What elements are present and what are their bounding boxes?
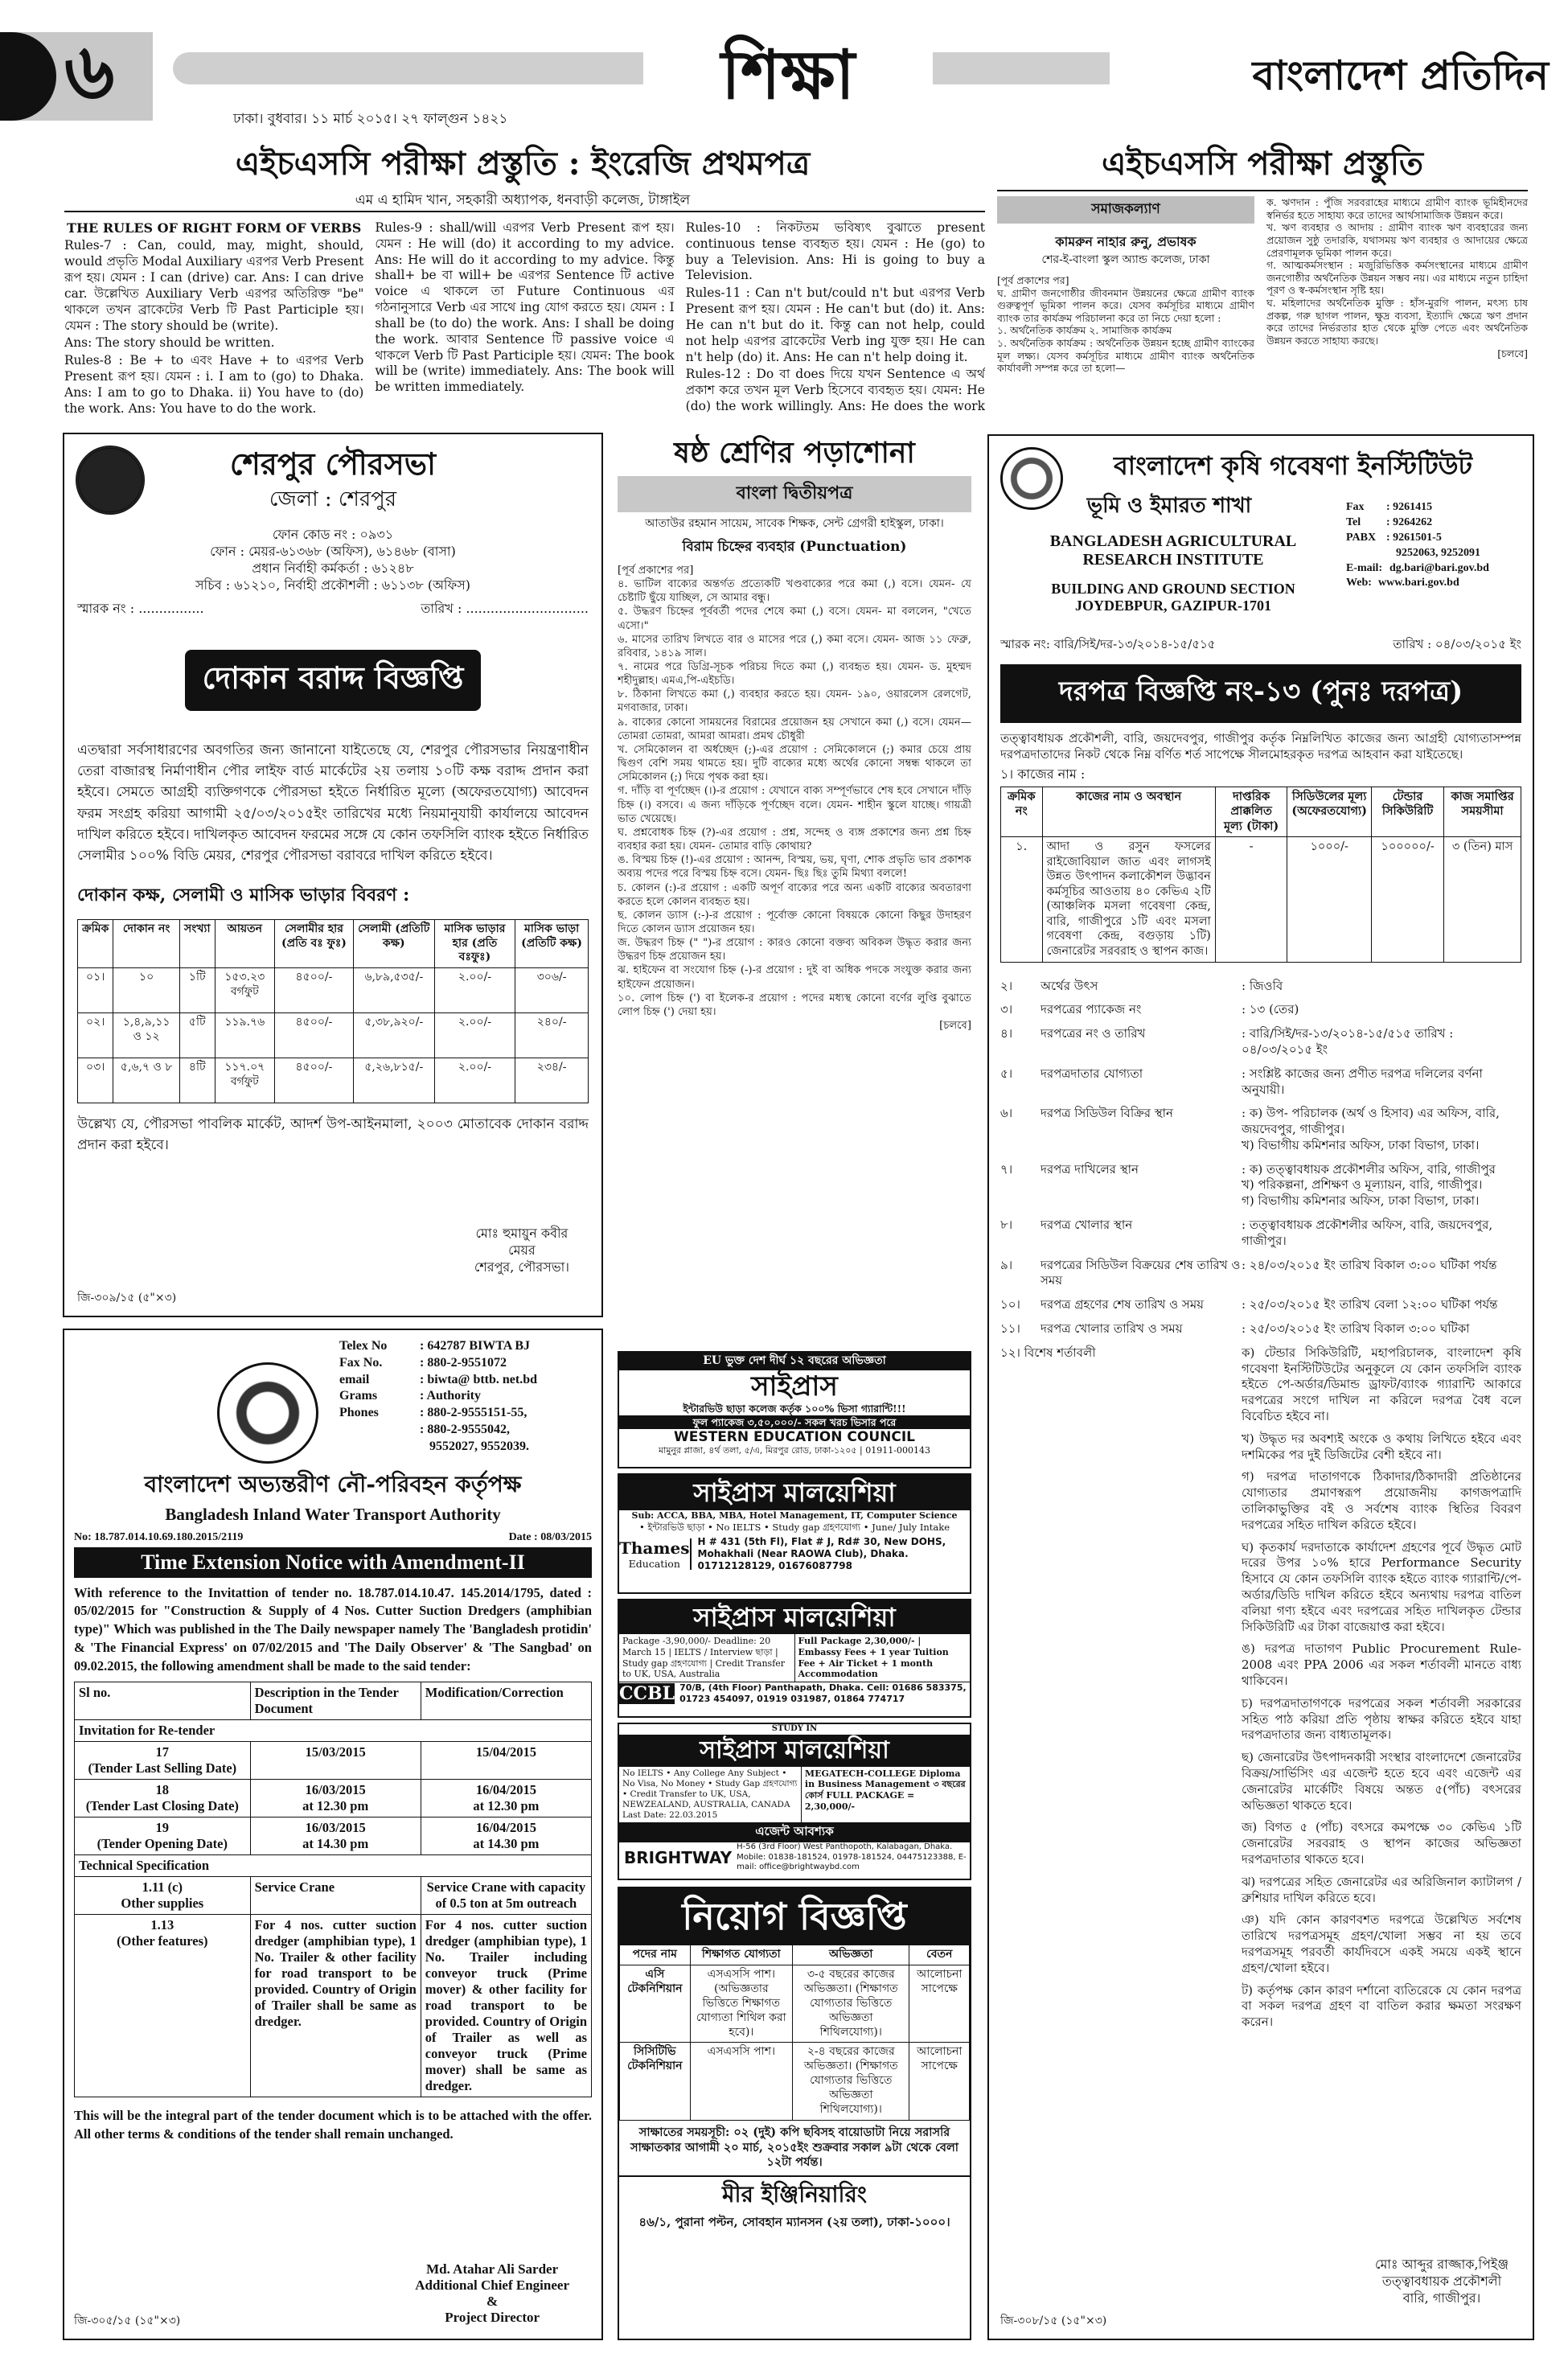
class6-paragraph: ৫. উদ্ধরণ চিহ্নের পূর্ববর্তী পদের শেষে কমা (,) বসে। যেমন- মা বললেন, "খেতে এসো।" xyxy=(618,606,971,632)
table-row xyxy=(78,1013,589,1058)
table-header: সিডিউলের মূল্য (অফেরতযোগ্য) xyxy=(1287,787,1372,837)
bari-item: ২। অর্থের উৎস : জিওবি xyxy=(1000,978,1283,993)
table-cell: এসি টেকনিশিয়ান xyxy=(620,1965,691,2043)
table-header: মাসিক ভাড়া (প্রতিটি কক্ষ) xyxy=(515,919,589,968)
condition: ঙ) দরপত্র দাতাগণ Public Procurement Rule-2008 এবং PPA 2006 এর সকল শর্তাবলী মানতে বাধ্য থাকিবেন। xyxy=(1242,1641,1521,1688)
signature-line: মোঃ হুমায়ুন কবীর xyxy=(475,1225,569,1241)
table-cell: 16/03/2015 at 12.30 pm xyxy=(250,1780,421,1817)
table-header: কাজের নাম ও অবস্থান xyxy=(1042,787,1215,837)
condition: ক) টেন্ডার সিকিউরিটি, মহাপরিচালক, বাংলাদেশ কৃষি গবেষণা ইনস্টিটিউটের অনুকূলে যে কোন তফসিলি ব্যাংক হইতে পে-অর্ডার/ডিমান্ড ড্রাফট/ব্যাংক গ্যারান্টি আকারে দরপত্রের সংগে দাখিল না করিলে দরপত্র বৈধ বলে বিবেচিত হইবে না। xyxy=(1242,1345,1521,1424)
divider xyxy=(997,190,1528,191)
thames-brand xyxy=(619,1538,692,1571)
table-header: সংখ্যা xyxy=(179,919,215,968)
table-header: ক্রমিক xyxy=(78,919,113,968)
job-company: মীর ইঞ্জিনিয়ারিং xyxy=(619,2175,970,2215)
table-header: পদের নাম xyxy=(620,1945,691,1965)
table-cell: 16/04/2015 at 12.30 pm xyxy=(421,1780,591,1817)
job-footer: সাক্ষাতের সময়সূচী: ০২ (দুই) কপি ছবিসহ বায়োডাটা নিয়ে সরাসরি সাক্ষাতকার আগামী ২০ মার্চ, ২০১৫ইং শুক্রবার সকাল ৯টা থেকে বেলা ১২টা পর্যন্ত। xyxy=(630,2125,958,2170)
bari-item: ৫। দরপত্রদাতার যোগ্যতা : সংশ্লিষ্ট কাজের জন্য প্রণীত দরপত্র দলিলের বর্ণনা অনুযায়ী। xyxy=(1000,1066,1483,1097)
table-row xyxy=(1001,837,1521,962)
table-cell: 15/04/2015 xyxy=(421,1742,591,1780)
table-cell: 1.13 (Other features) xyxy=(75,1915,251,2097)
biwta-ref-no: No: 18.787.014.10.69.180.2015/2119 xyxy=(74,1530,244,1543)
sherpur-contact: ফোন : মেয়র-৬১৩৬৮ (অফিস), ৬১৪৬৮ (বাসা) xyxy=(210,544,456,560)
brand-sub: Education xyxy=(628,1557,680,1570)
table-cell: আলোচনা সাপেক্ষে xyxy=(909,1965,970,2043)
ad-title: সাইপ্রাস মালয়েশিয়া xyxy=(619,1600,970,1634)
social-paragraph: খ. ঋণ ব্যবহার ও আদায় : গ্রামীণ ব্যাংক ঋণ ব্যবহারের জন্য প্রয়োজন সুষ্ঠু তদারকি, যথাসময় ঋণ ব্যবহার ও আদায়ের ক্ষেত্রে প্রেরণামূলক ভূমিকা পালন করে। xyxy=(1266,221,1528,259)
table-cell: ৪৫০০/- xyxy=(275,968,354,1013)
table-header: সেলামী (প্রতিটি কক্ষ) xyxy=(353,919,434,968)
table-cell: 16/04/2015 at 14.30 pm xyxy=(421,1817,591,1855)
bari-address-en: JOYDEBPUR, GAZIPUR-1701 xyxy=(1074,598,1271,614)
sherpur-notice-title: দোকান বরাদ্দ বিজ্ঞপ্তি xyxy=(185,650,482,711)
class6-paragraph: ঝ. হাইফেন বা সংযোগ চিহ্ন (-)-র প্রয়োগ : দুই বা অধিক পদকে সংযুক্ত করার জন্য হাইফেন প্রয়োজন। xyxy=(618,964,971,991)
class6-article xyxy=(618,434,971,1341)
class6-subject: বাংলা দ্বিতীয়পত্র xyxy=(618,476,971,512)
condition: জ) বিগত ৫ (পাঁচ) বৎসরে কমপক্ষে ৩০ কেভিএ ১টি জেনারেটর সরবরাহ ও স্থাপন কাজের অভিজ্ঞতা দরপত্রদাতার থাকতে হবে। xyxy=(1242,1820,1521,1867)
class6-paragraph: ঙ. বিস্ময় চিহ্ন (!)-এর প্রয়োগ : আনন্দ, বিস্ময়, ভয়, ঘৃণা, শোক প্রভৃতি ভাব প্রকাশক অব্যয় পদের পরে বিস্ময় চিহ্ন বসে। যেমন- ছিঃ ছিঃ তুমি মিথ্যা বললে! xyxy=(618,854,971,881)
social-paragraph: গ. আত্মকর্মসংস্থান : মজুরিভিত্তিক কর্মসংস্থানের মাধ্যমে গ্রামীণ জনগোষ্ঠীর অর্থনৈতিক উন্নয়ন সম্ভব নয়। এর মাধ্যমে নতুন চাহিদা পূরণ ও স্ব-কর্মসংস্থান সৃষ্টি হয়। xyxy=(1266,259,1528,297)
bari-item: ৩। দরপত্রের প্যাকেজ নং : ১৩ (তের) xyxy=(1000,1002,1299,1017)
condition: ঞ) যদি কোন কারণবশত দরপত্রে উল্লেখিত সর্বশেষ তারিখে দরপত্রসমূহ গ্রহণ/খোলা সম্ভব না হয় তবে দরপত্রসমূহ পরবর্তী কার্যদিবসে একই সময়ে একই স্থানে গ্রহণ/খোলা হইবে। xyxy=(1242,1912,1521,1975)
divider xyxy=(64,211,985,212)
sherpur-table-title: দোকান কক্ষ, সেলামী ও মাসিক ভাড়ার বিবরণ : xyxy=(77,884,410,906)
contact-value: : 880-2-9551072 xyxy=(420,1355,507,1370)
class6-author: আতাউর রহমান সায়েম, সাবেক শিক্ষক, সেন্ট গ্রেগরী হাইস্কুল, ঢাকা। xyxy=(645,517,944,530)
biwta-closing: This will be the integral part of the tender document which is to be attached with the offer. All other terms & conditions of the tender shall remain unchanged. xyxy=(74,2108,592,2142)
table-cell: ১১৯.৭৬ xyxy=(215,1013,275,1058)
english-byline: এম এ হামিদ খান, সহকারী অধ্যাপক, ধনবাড়ী কলেজ, টাঙ্গাইল xyxy=(355,192,691,208)
ad-bullets: • ইন্টারভিউ ছাড়া • No IELTS • Study gap গ্রহণযোগ্য • June/ July Intake xyxy=(638,1521,950,1533)
biwta-logo xyxy=(217,1362,318,1464)
table-row xyxy=(75,1915,592,2097)
class6-paragraph: চ. কোলন (:)-র প্রয়োগ : একটি অপূর্ণ বাক্যের পরে অন্য একটি বাক্যের অবতারণা করতে হলে কোলন ব্যবহৃত হয়। xyxy=(618,881,971,908)
contact-value: : 642787 BIWTA BJ xyxy=(420,1339,531,1353)
bari-conditions xyxy=(1242,1345,1521,2037)
bari-work-table xyxy=(1000,787,1521,963)
table-cell: ৪৫০০/- xyxy=(275,1058,354,1103)
ad-study-in: STUDY IN xyxy=(771,1724,818,1733)
bari-special-label: ১২। বিশেষ শর্তাবলী xyxy=(1000,1345,1096,1360)
sherpur-table xyxy=(77,919,589,1104)
job-ad xyxy=(618,1887,971,2340)
contact-label: Fax No. xyxy=(339,1355,383,1370)
sherpur-note: উল্লেখ্য যে, পৌরসভা পাবলিক মার্কেট, আদর্শ উপ-আইনমালা, ২০০৩ মোতাবেক দোকান বরাদ্দ প্রদান করা হইবে। xyxy=(77,1116,589,1153)
contact-label: Tel xyxy=(1346,515,1361,528)
table-cell: ৫,৩৮,৯২০/- xyxy=(353,1013,434,1058)
sherpur-contact: সচিব : ৬১২১০, নির্বাহী প্রকৌশলী : ৬১১৩৮ (অফিস) xyxy=(195,577,471,594)
table-header: সেলামীর হার (প্রতি বঃ ফুঃ) xyxy=(275,919,354,968)
ad-agent: এজেন্ট আবশ্যক xyxy=(619,1822,970,1842)
table-header: আয়তন xyxy=(215,919,275,968)
contact-value: : biwta@ bttb. net.bd xyxy=(420,1372,538,1386)
condition: ট) কর্তৃপক্ষ কোন কারণ দর্শানো ব্যতিরেকে যে কোন দরপত্র বা সকল দরপত্র গ্রহণ বা বাতিল করার ক্ষমতা সংরক্ষণ করেন। xyxy=(1242,1982,1521,2030)
ad-left-text: No IELTS • Any College Any Subject • No Visa, No Money • Study Gap গ্রহণযোগ্য • Credit Transfer to UK, USA, NEWZEALAND, AUSTRALIA, CANADA Last Date: 22.03.2015 xyxy=(619,1767,802,1823)
english-paragraph: Rules-7 : Can, could, may, might, should, would প্রভৃতি Modal Auxiliary এরপর Verb Present রূপ হয়। যেমন : I can (drive) car. Ans: I can drive car. উল্লেখিত Auxiliary Verb এরপর অতিরিক্ত "be" থাকলে তখন ব্রাকেটের Verb টি Past Participle হয়। যেমন : The story should be (write). xyxy=(64,238,364,333)
signature-line: মোঃ আব্দুর রাজ্জাক,পিইঞ্জ xyxy=(1375,2256,1508,2272)
bari-item: ৯। দরপত্রের সিডিউল বিক্রয়ের শেষ তারিখ ও সময় : ২৪/০৩/২০১৫ ইং তারিখ বিকাল ৩:০০ ঘটিকা পর্যন্ত xyxy=(1000,1257,1497,1288)
bari-contacts xyxy=(1346,500,1489,614)
table-section: Invitation for Re-tender xyxy=(75,1720,592,1742)
bari-items xyxy=(1000,979,1521,1337)
thames-ad xyxy=(618,1473,971,1594)
table-cell: ১,৪,৯,১১ ও ১২ xyxy=(113,1013,180,1058)
contact-label: Grams xyxy=(339,1389,378,1403)
contact-label: Telex No xyxy=(339,1339,388,1353)
condition: খ) উদ্ধৃত দর অবশ্যই অংকে ও কথায় লিখিতে হইবে এবং দশমিকের পর দুই ডিজিটের বেশী হইবে না। xyxy=(1242,1431,1521,1462)
table-cell: সিসিটিভি টেকনিশিয়ান xyxy=(620,2043,691,2121)
signature-line: Additional Chief Engineer xyxy=(415,2277,569,2293)
table-cell: ৩ (তিন) মাস xyxy=(1444,837,1521,962)
english-paragraph: Rules-11 : Can n't but/could n't but এরপর Verb Present রূপ হয়। যেমন : He can't but (do) it. Ans: He can n't but do it. কিন্তু can not help, could not help এরপর ব্রাকেটের Verb ing যুক্ত হয়। He can n't help (do) it. Ans: He can n't help doing it. xyxy=(685,285,985,364)
bari-ad xyxy=(987,434,1534,2340)
signature-line: বারি, গাজীপুর। xyxy=(1402,2290,1481,2306)
bari-name-bn: বাংলাদেশ কৃষি গবেষণা ইনস্টিটিউট xyxy=(1113,450,1472,481)
condition: চ) দরপত্রদাতাগণকে দরপত্রের সকল শর্তাবলী সরকারের সহিত পাঠ করিয়া প্রতি পৃষ্ঠায় স্বাক্ষর করিতে হইবে যাহা দরপত্রদাতার জন্য বাধ্যতামূলক। xyxy=(1242,1695,1521,1743)
table-cell: Service Crane with capacity of 0.5 ton at 5m outreach xyxy=(421,1877,591,1915)
ad-line: ফুল প্যাকেজ ৩,৫০,০০০/- সকল খরচ ভিসার পরে xyxy=(619,1415,970,1430)
table-cell: For 4 nos. cutter suction dredger (amphibian type), 1 No. Trailer & other facility for road transport to be provided. Country of Origin of Trailer shall be same as dredger. xyxy=(250,1915,421,2097)
biwta-contacts xyxy=(339,1338,592,1456)
social-right-col xyxy=(1266,196,1528,429)
english-paragraph: Rules-9 : shall/will এরপর Verb Present রূপ হয়। যেমন : He will (do) it according to my advice. Ans: He will do it according to my advice. কিন্তু shall+ be বা will+ be এরপর Sentence টি active voice এ থাকলে তা Future Continuous এর গঠনানুসারে Verb এর সাথে ing যোগ করতে হয়। যেমন : I shall be (to do) the work. Ans: I shall be doing the work. আবার Sentence টি passive voice এ থাকলে Verb টি Past Participle হয়। যেমন: The book will be (write) immediately. Ans: The book will be written immediately. xyxy=(375,220,675,395)
ad-title: সাইপ্রাস মালয়েশিয়া xyxy=(619,1735,970,1767)
brightway-brand: BRIGHTWAY xyxy=(624,1847,733,1867)
table-cell: আদা ও রসুন ফসলের রাইজোবিয়াল জাত এবং লাগসই উন্নত উৎপাদন কলাকৌশল উদ্ভাবন কর্মসূচির আওতায় ৪০ কেভিএ ২টি (আঞ্চলিক মসলা গবেষণা কেন্দ্র, বারি, গাজীপুরে ১টি এবং মসলা গবেষণা কেন্দ্র, বগুড়ায় ১টি) জেনারেটর সরবরাহ ও স্থাপন কাজ। xyxy=(1042,837,1215,962)
table-header: দাপ্তরিক প্রাক্কলিত মূল্য (টাকা) xyxy=(1215,787,1287,837)
social-tag: সমাজকল্যাণ xyxy=(997,196,1254,224)
contact-label: email xyxy=(339,1372,370,1386)
ad-right-text: Full Package 2,30,000/- | Embassy Fees + 1 year Tuition Fee + Air Ticket + 1 month Accommodation xyxy=(798,1636,949,1680)
contact-value: : 9261415 xyxy=(1386,501,1433,513)
class6-paragraph: ১০. লোপ চিহ্ন (') বা ইলেক-র প্রয়োগ : পদের মধ্যস্থ কোনো বর্ণের লুপ্তি বুঝাতে লোপ চিহ্ন (') দেয়া হয়। xyxy=(618,992,971,1018)
sherpur-logo xyxy=(76,446,145,515)
signature-line: & xyxy=(486,2294,499,2309)
signature-line: মেয়র xyxy=(508,1242,536,1258)
class6-paragraph: ৭. নামের পরে ডিগ্রি-সূচক পরিচয় দিতে কমা (,) ব্যবহৃত হয়। যেমন- ড. মুহম্মদ শহীদুল্লাহ। এমএ,পি-এইচডি। xyxy=(618,661,971,688)
contact-label: E-mail: xyxy=(1346,561,1383,574)
ad-line: Sub: ACCA, BBA, MBA, Hotel Management, IT, Computer Science xyxy=(631,1510,958,1521)
bari-item: ১১। দরপত্র খোলার তারিখ ও সময় : ২৫/০৩/২০১৫ ইং তারিখ বিকাল ৩:০০ ঘটিকা xyxy=(1000,1321,1470,1337)
table-row xyxy=(620,1965,970,2043)
contact-value: dg.bari@bari.gov.bd xyxy=(1389,561,1489,574)
table-cell: ১০০০০০/- xyxy=(1372,837,1444,962)
table-cell: ২.০০/- xyxy=(434,1013,515,1058)
english-article-heading: THE RULES OF RIGHT FORM OF VERBS xyxy=(67,220,362,236)
table-cell: Service Crane xyxy=(250,1877,421,1915)
contact-value: : 880-2-9555042, xyxy=(420,1422,510,1436)
bari-logo xyxy=(1000,447,1063,510)
table-cell: এসএসসি পাশ। (অভিজ্ঞতার ভিত্তিতে শিক্ষাগত যোগ্যতা শিথিল করা হবে)। xyxy=(690,1965,792,2043)
ad-address: H-56 (3rd Floor) West Panthopoth, Kalabagan, Dhaka. Mobile: 01838-181524, 01978-181524, 04475123388, E-mail: office@brightwaybd.com xyxy=(737,1842,967,1872)
ad-company: WESTERN EDUCATION COUNCIL xyxy=(673,1429,915,1446)
brightway-ad xyxy=(618,1723,971,1880)
table-cell: ১টি xyxy=(179,968,215,1013)
table-cell: ২.০০/- xyxy=(434,968,515,1013)
job-address: ৪৬/১, পুরানা পল্টন, সোবহান ম্যানসন (২য় তলা), ঢাকা-১০০০। xyxy=(638,2214,950,2229)
condition: ছ) জেনারেটর উৎপাদনকারী সংস্থার বাংলাদেশে জেনারেটর বিক্রয়/সার্ভিসিং এর এজেন্ট হতে হবে এবং এজেন্ট এর জেনারেটর মার্কেটিং বিষয়ে অন্তত ৫(পাঁচ) বৎসরের অভিজ্ঞতা থাকতে হবে। xyxy=(1242,1750,1521,1813)
bari-notice-title: দরপত্র বিজ্ঞপ্তি নং-১৩ (পুনঃ দরপত্র) xyxy=(1000,664,1521,723)
table-header: Sl no. xyxy=(75,1682,251,1720)
table-cell: ৫টি xyxy=(179,1013,215,1058)
table-header: Modification/Correction xyxy=(421,1682,591,1720)
table-cell: 1.11 (c) Other supplies xyxy=(75,1877,251,1915)
social-paragraph: ১. অর্থনৈতিক কার্যক্রম : অর্থনৈতিক উন্নয়ন হচ্ছে গ্রামীণ ব্যাংকের মূল লক্ষ্য। যেসব কর্মসূচির মাধ্যমে গ্রামীণ ব্যাংক অর্থনৈতিক কার্যাবলী সম্পন্ন করে তা হলো— xyxy=(997,337,1254,375)
contact-label: PABX xyxy=(1346,531,1377,544)
table-cell: ৪৫০০/- xyxy=(275,1013,354,1058)
bari-work-heading: ১। কাজের নাম : xyxy=(1000,766,1086,782)
english-headline: এইচএসসি পরীক্ষা প্রস্তুতি : ইংরেজি প্রথমপত্র xyxy=(235,145,811,183)
table-row xyxy=(78,968,589,1013)
english-paragraph: Rules-10 : নিকটতম ভবিষ্যৎ বুঝাতে present continuous tense ব্যবহৃত হয়। যেমন : He (go) to buy a Television. Ans: Hi is going to buy a Television. xyxy=(685,220,985,283)
biwta-table xyxy=(74,1682,592,2097)
bari-item: ৬। দরপত্র সিডিউল বিক্রির স্থান : ক) উপ- পরিচালক (অর্থ ও হিসাব) এর অফিস, বারি, জয়দেবপুর, গাজীপুর। খ) বিভাগীয় কমিশনার অফিস, ঢাকা বিভাগ, ঢাকা। xyxy=(1000,1106,1500,1152)
table-cell: 19 (Tender Opening Date) xyxy=(75,1817,251,1855)
bari-item: ৮। দরপত্র খোলার স্থান : তত্ত্বাবধায়ক প্রকৌশলীর অফিস, বারি, জয়দেবপুর, গাজীপুর। xyxy=(1000,1218,1493,1248)
contact-label xyxy=(1346,546,1396,561)
ad-topline: EU ভুক্ত দেশ দীর্ঘ ১২ বছরের অভিজ্ঞতা xyxy=(619,1353,970,1370)
social-paragraph: ঘ. গ্রামীণ জনগোষ্ঠীর জীবনমান উন্নয়নের ক্ষেত্রে গ্রামীণ ব্যাংক গুরুত্বপূর্ণ ভূমিকা পালন করে। যেসব কর্মসূচির মাধ্যমে গ্রামীণ ব্যাংক তার কার্যক্রম পরিচালনা করে তা নিচে দেয়া হলো : xyxy=(997,286,1254,324)
ad-title: সাইপ্রাস xyxy=(751,1370,838,1403)
biwta-name-bn: বাংলাদেশ অভ্যন্তরীণ নৌ-পরিবহন কর্তৃপক্ষ xyxy=(144,1470,522,1497)
table-header: মাসিক ভাড়ার হার (প্রতি বঃফুঃ) xyxy=(434,919,515,968)
continued-note: [চলবে] xyxy=(1497,347,1528,359)
ad-right-text: MEGATECH-COLLEGE Diploma in Business Management ৩ বছরের কোর্স FULL PACKAGE = 2,30,000/- xyxy=(804,1768,966,1812)
english-article-body xyxy=(64,220,985,426)
table-cell: ৬,৮৯,৫৩৫/- xyxy=(353,968,434,1013)
contact-label: Phones xyxy=(339,1406,379,1420)
ad-address: H # 431 (5th Fl), Flat # J, Rd# 30, New DOHS, Mohakhali (Near RAOWA Club), Dhaka. 01712128129, 01676087798 xyxy=(697,1536,946,1572)
table-cell: ৫,২৬,৮১৫/- xyxy=(353,1058,434,1103)
table-cell: আলোচনা সাপেক্ষে xyxy=(909,2043,970,2121)
contact-value: 9252063, 9252091 xyxy=(1396,546,1480,559)
biwta-ad xyxy=(63,1329,603,2340)
english-paragraph: Ans: The story should be written. xyxy=(64,335,275,351)
table-header: অভিজ্ঞতা xyxy=(793,1945,909,1965)
table-header: টেন্ডার সিকিউরিটি xyxy=(1372,787,1444,837)
biwta-notice-title: Time Extension Notice with Amendment-II xyxy=(74,1547,592,1578)
table-cell: ০৩। xyxy=(78,1058,113,1103)
table-cell: ২৩৪/- xyxy=(515,1058,589,1103)
bari-memo-no: স্মারক নং: বারি/সিই/দর-১৩/২০১৪-১৫/৫১৫ xyxy=(1000,637,1216,651)
social-institution: শের-ই-বাংলা স্কুল অ্যান্ড কলেজ, ঢাকা xyxy=(1041,253,1210,266)
contact-value: 9552027, 9552039. xyxy=(429,1439,529,1453)
bari-item: ৭। দরপত্র দাখিলের স্থান : ক) তত্ত্বাবধায়ক প্রকৌশলীর অফিস, বারি, গাজীপুর খ) পরিকল্পনা, প্রশিক্ষণ ও মূল্যায়ন, বারি, গাজীপুর। গ) বিভাগীয় কমিশনার অফিস, ঢাকা বিভাগ, ঢাকা। xyxy=(1000,1161,1496,1209)
condition: ঝ) দরপত্রের সহিত জেনারেটর এর অরিজিনাল ক্যাটালগ / ব্রুশিয়ার দাখিল করিতে হবে। xyxy=(1242,1874,1521,1905)
western-education-ad xyxy=(618,1351,971,1468)
bari-name-en: RESEARCH INSTITUTE xyxy=(1082,551,1264,569)
table-cell: - xyxy=(1215,837,1287,962)
social-left-col xyxy=(997,196,1254,429)
bari-memo-date: তারিখ : ০৪/০৩/২০১৫ ইং xyxy=(1393,637,1521,651)
table-header: দোকান নং xyxy=(113,919,180,968)
class6-paragraph: খ. সেমিকোলন বা অর্ধচ্ছেদ (;)-এর প্রয়োগ : সেমিকোলনে (;) কমার চেয়ে প্রায় দ্বিগুণ বেশি সময় থামতে হয়। দুটি বাক্যের মধ্যে অর্থের কোনো সম্বন্ধ থাকলে তা সেমিকোলন (;) দিয়ে পৃথক করা হয়। xyxy=(618,743,971,784)
ad-address: মামুনুর প্লাজা, ৪র্থ তলা, ৫/এ, মিরপুর রোড, ঢাকা-১২০৫ | 01911-000143 xyxy=(659,1445,930,1456)
sherpur-ad xyxy=(63,433,603,1317)
continued-note: [চলবে] xyxy=(939,1020,971,1033)
ad-title: সাইপ্রাস মালয়েশিয়া xyxy=(619,1475,970,1510)
sherpur-date: তারিখ : .............................. xyxy=(421,601,589,617)
table-cell: এসএসসি পাশ। xyxy=(690,2043,792,2121)
dateline: ঢাকা। বুধবার। ১১ মার্চ ২০১৫। ২৭ ফাল্গুন ১৪২১ xyxy=(233,111,508,127)
biwta-name-en: Bangladesh Inland Water Transport Authority xyxy=(165,1504,501,1524)
table-header: Description in the Tender Document xyxy=(250,1682,421,1720)
ad-code: জি-৩০৫/১৫ (১৫"×৩) xyxy=(74,2314,181,2328)
contact-label xyxy=(339,1439,429,1456)
class6-paragraph: ৯. বাক্যের কোনো সাময়নের বিরামের প্রয়োজন হয় সেখানে কমা (,) বসে। যেমন— তোমরা তোমরা, আমরা আমরা। প্রমথ চৌধুরী xyxy=(618,716,971,742)
contact-value: : 880-2-9555151-55, xyxy=(420,1406,527,1420)
table-cell: 17 (Tender Last Selling Date) xyxy=(75,1742,251,1780)
contact-label: Web: xyxy=(1346,577,1372,589)
signature-line: Project Director xyxy=(445,2310,540,2325)
brand-name: Thames xyxy=(619,1538,690,1558)
section-title: শিক্ষা xyxy=(643,31,933,119)
paper-name: বাংলাদেশ প্রতিদিন xyxy=(1110,50,1560,101)
sherpur-title: শেরপুর পৌরসভা xyxy=(229,446,437,482)
social-paragraph: ঘ. মহিলাদের অর্থনৈতিক মুক্তি : হাঁস-মুরগি পালন, মৎস্য চাষ প্রকল্প, গরু ছাগল পালন, ক্ষুদ্র ব্যবসা, ইত্যাদি ক্ষেত্রে ঋণ প্রদান করে তাদের নির্ভরতার হাত থেকে মুক্তি পেতে এবং অর্থনৈতিক উন্নয়ন করতে সাহায্য করছে। xyxy=(1266,297,1528,347)
social-author: কামরুন নাহার রুনু, প্রভাষক xyxy=(1055,234,1197,249)
ad-code: জি-৩০৯/১৫ (৫"×৩) xyxy=(77,1292,177,1305)
contact-value: : 9261501-5 xyxy=(1386,531,1442,544)
table-cell: ১১৭.০৭ বর্গফুট xyxy=(215,1058,275,1103)
table-row xyxy=(75,1877,592,1915)
table-cell: ১৫৩.২৩ বর্গফুট xyxy=(215,968,275,1013)
class6-paragraph: গ. দাঁড়ি বা পূর্ণচ্ছেদ (।)-র প্রয়োগ : যেখানে বাক্য সম্পূর্ণভাবে শেষ হবে সেখানে দাঁড়ি চিহ্ন (।) বসবে। এ জন্য দাঁড়িকে পূর্ণচ্ছেদ বলে। যেমন- শাহীন স্কুলে যাচ্ছে। গায়ত্রী ভাত খেয়েছে। xyxy=(618,785,971,825)
social-headline: এইচএসসি পরীক্ষা প্রস্তুতি xyxy=(1101,145,1424,183)
sherpur-memo-no: স্মারক নং : ................ xyxy=(77,601,204,617)
table-cell: ০২। xyxy=(78,1013,113,1058)
table-header: বেতন xyxy=(909,1945,970,1965)
sherpur-contact: প্রধান নির্বাহী কর্মকর্তা : ৬১২৪৮ xyxy=(252,561,414,577)
table-cell: ৫,৬,৭ ও ৮ xyxy=(113,1058,180,1103)
contact-value: : Authority xyxy=(420,1389,481,1403)
signature-line: Md. Atahar Ali Sarder xyxy=(426,2261,559,2277)
biwta-intro: With reference to the Invitattion of tender no. 18.787.014.10.47. 145.2014/1795, dated : 05/02/2015 for "Construction & Supply of 4 Nos. Cutter Suction Dredgers (amphibian type)" Which was published in the The Daily newspaper namely The 'Bangladesh protidin' & 'The Financial Express' on 07/02/2015 and 'The Daily Observer' & 'The Sangbad' on 09.02.2015, the following amendment shall be made to the said tender: xyxy=(74,1584,592,1674)
social-paragraph: ১. অর্থনৈতিক কার্যক্রম ২. সামাজিক কার্যক্রম xyxy=(997,324,1172,337)
biwta-date: Date : 08/03/2015 xyxy=(508,1530,592,1543)
table-cell: ০১। xyxy=(78,968,113,1013)
bari-intro: তত্ত্বাবধায়ক প্রকৌশলী, বারি, জয়দেবপুর, গাজীপুর কর্তৃক নিম্নলিখিত কাজের জন্য আগ্রহী যোগ্যতাসম্পন্ন দরপত্রদাতাদের নিকট থেকে নিম্ন বর্ণিত শর্ত সাপেক্ষে সীলমোহরকৃত দরপত্র আহবান করা যাইতেছে। xyxy=(1000,730,1521,762)
table-cell: 15/03/2015 xyxy=(250,1742,421,1780)
table-cell: ২৪০/- xyxy=(515,1013,589,1058)
table-header: শিক্ষাগত যোগ্যতা xyxy=(690,1945,792,1965)
condition: গ) দরপত্র দাতাগণকে ঠিকাদার/ঠিকাদারী প্রতিষ্ঠানের যোগ্যতার প্রমাণস্বরূপ প্রয়োজনীয় কাগজপত্রাদি তালিকাভুক্তির বই ও সর্বশেষ ব্যাংক স্থিতির বিবরণ দরপত্রের সহিত দাখিল করিতে হইবে। xyxy=(1242,1469,1521,1532)
sherpur-contact: ফোন কোড নং : ০৯৩১ xyxy=(272,527,394,542)
page-number: ৬ xyxy=(64,26,115,117)
class6-paragraph: ঘ. প্রশ্নবোধক চিহ্ন (?)-এর প্রয়োগ : প্রশ্ন, সন্দেহ ও ব্যঙ্গ প্রকাশের জন্য প্রশ্ন চিহ্ন ব্যবহার করা হয়। যেমন- তোমার বাড়ি কোথায়? xyxy=(618,826,971,853)
page-number-tab xyxy=(0,26,153,121)
class6-paragraph: ৪. ভাটিল বাক্যের অন্তর্গত প্রত্যেকটি খণ্ডবাক্যের পরে কমা (,) বসে। যেমন- যে চেষ্টাটি ছুঁয়ে যাচ্ছিল, সে আমার বন্ধু। xyxy=(618,578,971,605)
table-header: ক্রমিক নং xyxy=(1001,787,1043,837)
ad-address: 70/B, (4th Floor) Panthapath, Dhaka. Cell: 01686 583375, 01723 454097, 01919 031987, 01864 774717 xyxy=(679,1682,967,1704)
social-paragraph: [পূর্ব প্রকাশের পর] xyxy=(997,273,1069,286)
class6-paragraph: ছ. কোলন ড্যাস (:-)-র প্রয়োগ : পূর্বোক্ত কোনো বিষয়কে কোনো কিছুর উদাহরণ দিতে কোলন ড্যাস প্রয়োজন হয়। xyxy=(618,909,971,935)
bari-item: ৪। দরপত্রের নং ও তারিখ : বারি/সিই/দর-১৩/২০১৪-১৫/৫১৫ তারিখ : ০৪/০৩/২০১৫ ইং xyxy=(1000,1026,1454,1057)
class6-paragraph: জ. উদ্ধরণ চিহ্ন (" ")-র প্রয়োগ : কারও কোনো বক্তব্য অবিকল উদ্ধৃত করার জন্য উদ্ধরণ চিহ্ন প্রয়োজন হয়। xyxy=(618,937,971,963)
table-section: Technical Specification xyxy=(75,1855,592,1877)
contact-value: www.bari.gov.bd xyxy=(1378,577,1459,589)
table-cell: ১০ xyxy=(113,968,180,1013)
table-cell: ৩০৬/- xyxy=(515,968,589,1013)
table-header: কাজ সমাপ্তির সময়সীমা xyxy=(1444,787,1521,837)
job-table xyxy=(619,1945,970,2121)
english-paragraph: Rules-8 : Be + to এবং Have + to এরপর Verb Present রূপ হয়। যেমন : i. I am to (go) to Dhaka. Ans: I am to go to Dhaka. ii) You have to (do) the work. Ans: You have to do the work. xyxy=(64,353,364,416)
bari-unit-bn: ভূমি ও ইমারত শাখা xyxy=(1086,494,1252,518)
bari-name-en: BANGLADESH AGRICULTURAL xyxy=(1049,532,1297,550)
sherpur-body: এতদ্বারা সর্বসাধারণের অবগতির জন্য জানানো যাইতেছে যে, শেরপুর পৌরসভার নিয়ন্ত্রণাধীন তেরা বাজারস্থ নির্মাণাধীন পৌর লাইফ বার্ড মার্কেটের ২য় তলায় ১০টি কক্ষ বরাদ্দ প্রদান করা হইবে। সেমতে আগ্রহী ব্যক্তিগণকে পৌরসভা হইতে নির্ধারিত মূল্যে (অফেরতযোগ্য) আবেদন ফরম সংগ্রহ করিয়া আগামী ২৫/০৩/২০১৫ইং তারিখের মধ্যে নিয়মানুযায়ী কার্যালয়ে আবেদন দাখিল করিতে হইবে। দাখিলকৃত আবেদন ফরমের সঙ্গে যে কোন তফসিলি ব্যাংক হইতে নির্ধারিত সেলামীর ১০০% বিডি মেয়র, শেরপুর পৌরসভা বরাবরে দাখিল করিতে হইবে। xyxy=(77,741,589,865)
table-cell: ২.০০/- xyxy=(434,1058,515,1103)
ad-line: ইন্টারভিউ ছাড়া কলেজ কর্তৃক ১০০% ভিসা গ্যারান্টি!!! xyxy=(683,1402,906,1415)
social-paragraph: ক. ঋণদান : পুঁজি সরবরাহের মাধ্যমে গ্রামীণ ব্যাংক ভূমিহীনদের স্বনির্ভর হতে সাহায্য করে তাদের আর্থসামাজিক উন্নয়ন করে। xyxy=(1266,196,1528,221)
table-cell: ৩-৫ বছরের কাজের অভিজ্ঞতা। (শিক্ষাগত যোগ্যতার ভিত্তিতে অভিজ্ঞতা শিথিলযোগ্য)। xyxy=(793,1965,909,2043)
table-row xyxy=(75,1780,592,1817)
ccbl-brand: CCBL xyxy=(619,1682,675,1704)
contact-label: Fax xyxy=(1346,501,1365,513)
class6-topic: বিরাম চিহ্নের ব্যবহার (Punctuation) xyxy=(682,538,907,555)
english-paragraph: Rules-12 : Do বা does দিয়ে যখন Sentence এ অর্থ প্রকাশ করে তখন মূল Verb হিসেবে ব্যবহৃত হয়। যেমন: He (do) the work willingly. Ans: He does the work xyxy=(685,367,985,414)
class6-paragraph: [পূর্ব প্রকাশের পর] xyxy=(618,564,694,577)
table-row xyxy=(620,2043,970,2121)
class6-paragraph: ৬. মাসের তারিখ লিখতে বার ও মাসের পরে (,) কমা বসে। যেমন- আজ ১১ ফেব্রু, রবিবার, ১৪১৯ সাল। xyxy=(618,633,971,659)
job-ad-title: নিয়োগ বিজ্ঞপ্তি xyxy=(619,1888,970,1945)
ad-left-text: Package -3,90,000/- Deadline: 20 March 15 | IELTS / Interview ছাড়া | Study gap গ্রহণযোগ্য | Credit Transfer to UK, USA, Australia xyxy=(619,1634,795,1682)
sherpur-district: জেলা : শেরপুর xyxy=(269,487,397,511)
table-cell: ২-৪ বছরের কাজের অভিজ্ঞতা। (শিক্ষাগত যোগ্যতার ভিত্তিতে অভিজ্ঞতা শিথিলযোগ্য)। xyxy=(793,2043,909,2121)
table-row xyxy=(78,1058,589,1103)
contact-label xyxy=(339,1422,420,1439)
table-row xyxy=(75,1817,592,1855)
ad-code: জি-৩০৮/১৫ (১৫"×৩) xyxy=(1000,2314,1107,2328)
table-cell: ১. xyxy=(1001,837,1043,962)
class6-headline: ষষ্ঠ শ্রেণির পড়াশোনা xyxy=(674,436,915,470)
ccbl-ad xyxy=(618,1599,971,1718)
bari-item: ১০। দরপত্র গ্রহণের শেষ তারিখ ও সময় : ২৫/০৩/২০১৫ ইং তারিখ বেলা ১২:০০ ঘটিকা পর্যন্ত xyxy=(1000,1297,1498,1312)
signature-line: তত্ত্বাবধায়ক প্রকৌশলী xyxy=(1381,2273,1502,2289)
signature-line: শেরপুর, পৌরসভা। xyxy=(474,1259,569,1275)
table-cell: 16/03/2015 at 14.30 pm xyxy=(250,1817,421,1855)
table-cell: ৪টি xyxy=(179,1058,215,1103)
class6-paragraph: ৮. ঠিকানা লিখতে কমা (,) ব্যবহার করতে হয়। যেমন- ১৯০, ওয়ারলেস রেলগেট, মগবাজার, ঢাকা। xyxy=(618,688,971,715)
table-cell: ১০০০/- xyxy=(1287,837,1372,962)
condition: ঘ) কৃতকার্য দরদাতাকে কার্যাদেশ গ্রহণের পূর্বে উদ্ধৃত মোট দরের উপর ১০% হারে Performance Security হিসাবে যে কোন তফসিলি ব্যাংক হইতে ব্যাংক গ্যারান্টি/পে-অর্ডার/ডিডি দাখিল করিতে হইবে অন্যথায় দরপত্র বাতিল বলিয়া গণ্য হইবে এবং দরপত্রের সহিত দাখিলকৃত টেন্ডার সিকিউরিটি এর টাকা বাজেয়াপ্ত করা হইবে। xyxy=(1242,1539,1521,1634)
bari-unit-en: BUILDING AND GROUND SECTION xyxy=(1051,581,1295,597)
table-cell: 18 (Tender Last Closing Date) xyxy=(75,1780,251,1817)
table-cell: For 4 nos. cutter suction dredger (amphibian type), 1 No. Trailer including conveyor truck (Prime mover) & other facility for road transport to be provided. Country of Origin of Trailer as well as conveyor truck (Prime mover) shall be same as dredger. xyxy=(421,1915,591,2097)
contact-value: : 9264262 xyxy=(1386,515,1433,528)
table-row xyxy=(75,1742,592,1780)
